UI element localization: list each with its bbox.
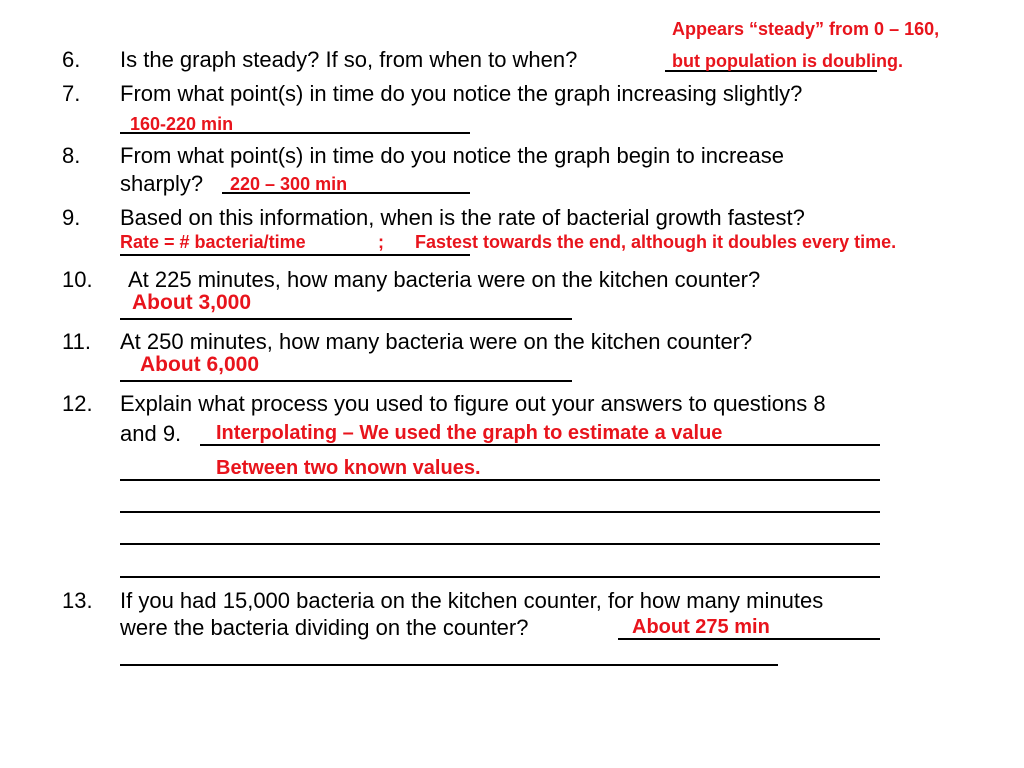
answer-13: About 275 min <box>632 616 770 638</box>
answer-8: 220 – 300 min <box>230 174 348 194</box>
question-number-13: 13. <box>62 588 93 613</box>
question-number-10: 10. <box>62 267 93 292</box>
question-10-text: At 225 minutes, how many bacteria were on the kitchen counter? <box>128 267 761 292</box>
answer-10: About 3,000 <box>132 291 252 314</box>
answer-7: 160-220 min <box>130 114 234 134</box>
answer-9-part1: Rate = # bacteria/time <box>120 232 306 252</box>
answer-11: About 6,000 <box>140 353 260 376</box>
question-number-11: 11. <box>62 329 91 354</box>
question-number-6: 6. <box>62 47 81 72</box>
question-12-text: Explain what process you used to figure out your answers to questions 8 <box>120 391 826 416</box>
answer-line-12-4[interactable] <box>120 543 880 545</box>
question-number-8: 8. <box>62 143 81 168</box>
question-number-9: 9. <box>62 205 81 230</box>
question-6-text: Is the graph steady? If so, from when to when? <box>120 47 578 72</box>
question-12-text-cont: and 9. <box>120 421 182 446</box>
answer-line-9[interactable] <box>120 254 470 256</box>
answer-line-13-2[interactable] <box>120 664 778 666</box>
question-9-text: Based on this information, when is the rate of bacterial growth fastest? <box>120 205 805 230</box>
question-number-7: 7. <box>62 81 81 106</box>
answer-line-12-3[interactable] <box>120 511 880 513</box>
question-8-text-cont: sharply? <box>120 171 204 196</box>
answer-6-line2: but population is doubling. <box>672 51 903 71</box>
answer-line-11[interactable] <box>120 380 572 382</box>
question-8-text: From what point(s) in time do you notice the graph begin to increase <box>120 143 785 168</box>
question-13-text: If you had 15,000 bacteria on the kitchen counter, for how many minutes <box>120 588 824 613</box>
question-13-text-cont: were the bacteria dividing on the counter? <box>120 615 529 640</box>
answer-12-line2: Between two known values. <box>216 457 481 479</box>
question-11-text: At 250 minutes, how many bacteria were on the kitchen counter? <box>120 329 753 354</box>
answer-6-line1: Appears “steady” from 0 – 160, <box>672 19 940 39</box>
answer-12-line1: Interpolating – We used the graph to estimate a value <box>216 422 723 444</box>
question-7-text: From what point(s) in time do you notice the graph increasing slightly? <box>120 81 803 106</box>
answer-9-part2: Fastest towards the end, although it doubles every time. <box>415 232 897 252</box>
answer-line-10[interactable] <box>120 318 572 320</box>
answer-9-separator: ; <box>378 232 384 252</box>
question-number-12: 12. <box>62 391 93 416</box>
answer-line-12-5[interactable] <box>120 576 880 578</box>
